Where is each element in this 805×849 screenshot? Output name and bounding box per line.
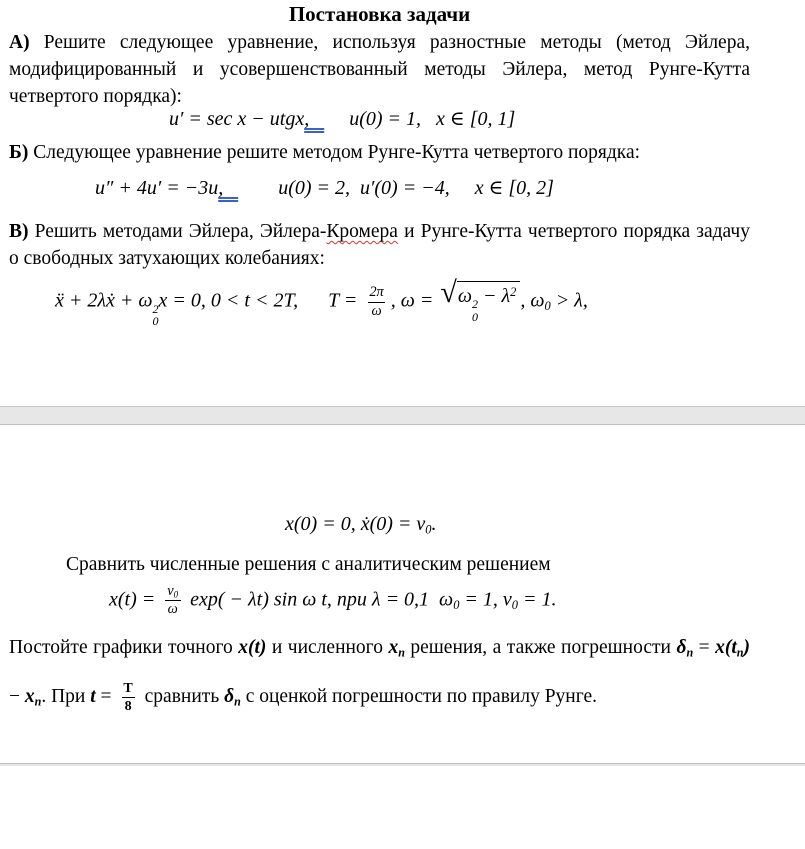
omega0-sup: 2 bbox=[152, 301, 159, 316]
equation-damped-oscillation bbox=[9, 276, 750, 329]
fraction-denominator: 8 bbox=[122, 697, 135, 715]
eq-c-term-3: T = bbox=[328, 289, 363, 312]
eq-exact-term-2: exp( − λt) sin ω t, при λ = 0,1 ω bbox=[185, 588, 454, 611]
final-text-2: и численного bbox=[266, 636, 389, 658]
eq-c-term-2: x = 0, 0 < t < 2T, bbox=[158, 289, 329, 312]
final-text-1: Постойте графики точного bbox=[9, 636, 239, 658]
equation-initial-conditions bbox=[9, 511, 750, 538]
final-text-9: с оценкой погрешности по правилу Рунге. bbox=[240, 685, 598, 707]
paragraph-compare: Сравнить численные решения с аналитическим решением bbox=[66, 554, 551, 575]
fraction-T-8 bbox=[120, 680, 135, 715]
sqrt-term-2: − λ bbox=[477, 285, 511, 307]
fraction-denominator: ω bbox=[368, 302, 384, 320]
radical-icon: √ bbox=[440, 276, 457, 309]
v-sub-0: 0 bbox=[173, 589, 179, 600]
sub-n: n bbox=[686, 644, 694, 659]
section-v-label: В) bbox=[9, 221, 29, 242]
sqrt-term-1: ω bbox=[457, 285, 472, 307]
equation-b-lhs: u″ + 4u′ = −3u bbox=[95, 177, 219, 199]
eq-exact-term-4: = 1. bbox=[517, 588, 557, 611]
final-text-4: = bbox=[693, 636, 716, 658]
final-text-3: решения, а также погрешности bbox=[404, 636, 677, 658]
eq-init-text: x(0) = 0, ẋ(0) = v bbox=[285, 513, 426, 535]
math-t: t bbox=[90, 685, 96, 707]
eq-c-term-4: , ω = bbox=[390, 289, 439, 312]
equation-a bbox=[9, 106, 750, 133]
math-x-of-t: x(t) bbox=[238, 636, 267, 658]
v-symbol: v bbox=[167, 583, 174, 599]
v-sub-0: 0 bbox=[425, 522, 432, 537]
math-x-of-tn: x(t bbox=[715, 636, 737, 658]
sub-n: n bbox=[34, 693, 42, 708]
equation-a-lhs: u′ = sec x − utgx bbox=[169, 108, 305, 130]
document-canvas bbox=[0, 2, 805, 766]
section-a-text: Решите следующее уравнение, используя разностные методы (метод Эйлера, модифицированный и усовершенствованный методы Эйлера, метод Рунге-Кутта четвертого порядка): bbox=[9, 32, 750, 107]
final-text-6: . При bbox=[41, 685, 91, 707]
page-1-text-area[interactable] bbox=[0, 2, 805, 406]
eq-init-period: . bbox=[431, 513, 437, 535]
lambda-squared-sup: 2 bbox=[510, 284, 517, 299]
final-text-8: сравнить bbox=[139, 685, 225, 707]
omega-sub-0: 0 bbox=[453, 597, 460, 612]
fraction-2pi-omega bbox=[366, 284, 386, 320]
section-v-text-after: и Рунге-Кутта четвертого порядка задачу о свободных затухающих колебаниях: bbox=[9, 221, 750, 269]
equation-b-rhs: u(0) = 2, u′(0) = −4, x ∈ [0, 2] bbox=[238, 177, 554, 199]
math-delta-n: δ bbox=[224, 685, 235, 707]
section-a-label: А) bbox=[9, 32, 30, 53]
sub-n: n bbox=[736, 644, 744, 659]
grammar-mark-double-underline: , bbox=[218, 177, 239, 199]
paragraph-section-a bbox=[9, 29, 750, 110]
math-x-n: x bbox=[388, 636, 399, 658]
fraction-numerator: 2π bbox=[369, 284, 384, 301]
fraction-v0-omega bbox=[164, 583, 181, 619]
omega0-sup: 2 bbox=[471, 297, 478, 311]
section-v-text-before: Решить методами Эйлера, Эйлера- bbox=[28, 221, 327, 242]
sub-n: n bbox=[398, 644, 405, 659]
eq-c-term-6: > λ, bbox=[550, 289, 588, 312]
omega-sub-0: 0 bbox=[544, 299, 551, 314]
grammar-mark-double-underline: , bbox=[304, 108, 325, 130]
paragraph-section-v bbox=[9, 218, 750, 272]
fraction-numerator bbox=[164, 583, 181, 600]
fraction-denominator: ω bbox=[165, 600, 181, 618]
eq-exact-term-1: x(t) = bbox=[109, 588, 161, 611]
math-close-paren: ) bbox=[743, 636, 751, 658]
equation-exact-solution bbox=[9, 583, 750, 619]
section-b-label: Б) bbox=[9, 142, 29, 163]
fraction-numerator: T bbox=[123, 679, 133, 696]
paragraph-final bbox=[9, 623, 750, 721]
square-root bbox=[440, 276, 520, 324]
page-2-text-area[interactable] bbox=[0, 511, 805, 849]
document-title: Постановка задачи bbox=[288, 2, 471, 26]
eq-c-term-5: , ω bbox=[520, 289, 545, 312]
math-delta-n: δ bbox=[676, 636, 687, 658]
v-sub-0: 0 bbox=[511, 597, 518, 612]
eq-exact-term-3: = 1, v bbox=[459, 588, 512, 611]
page-break-bottom bbox=[0, 763, 805, 766]
final-text-5: − bbox=[9, 685, 25, 707]
eq-c-term-1: ẍ + 2λẋ + ω bbox=[55, 289, 153, 312]
paragraph-section-b bbox=[9, 139, 750, 166]
sub-n: n bbox=[234, 693, 241, 708]
equation-b bbox=[9, 175, 750, 202]
page-break-separator bbox=[0, 406, 805, 425]
spellcheck-mark-wavy-underline: Кромера bbox=[326, 221, 398, 242]
final-text-7: = bbox=[95, 685, 117, 707]
omega0-sub: 0 bbox=[152, 314, 159, 329]
equation-a-rhs: u(0) = 1, x ∈ [0, 1] bbox=[324, 108, 516, 130]
square-root-content bbox=[457, 281, 521, 323]
omega0-sub: 0 bbox=[471, 309, 478, 324]
math-x-n: x bbox=[24, 685, 35, 707]
section-b-text: Следующее уравнение решите методом Рунге-Кутта четвертого порядка: bbox=[28, 142, 641, 163]
